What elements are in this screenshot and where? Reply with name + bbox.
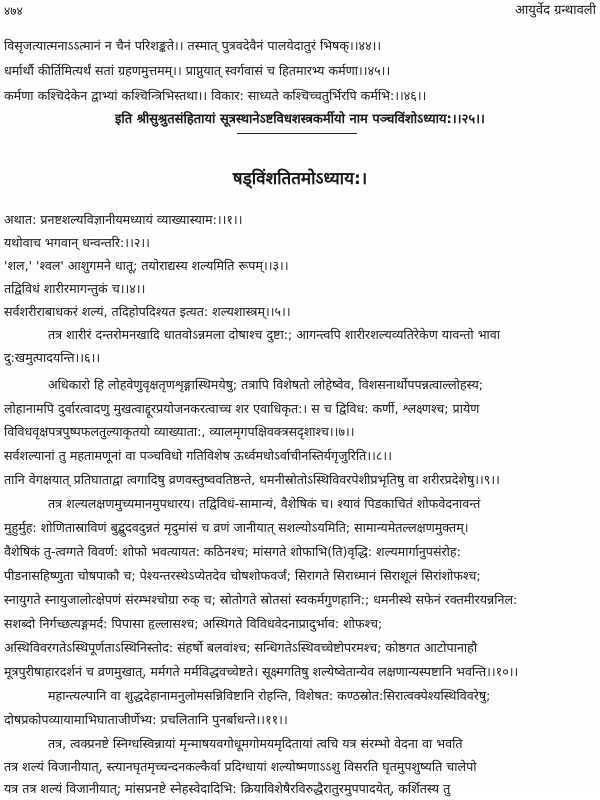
text-line: 'शल,' 'श्वल' आशुगमने धातू; तयोराद्यस्य शल्यमिति रूपम्।।३।। <box>4 258 289 273</box>
verse-line: धर्मार्थौ कीर्तिमित्यर्थं सतां ग्रहणमुत्तमम्।। प्राप्नुयात् स्वर्गवासं च हितमारभ्य कर्मणा।।४५।। <box>4 63 391 78</box>
paragraph-first-line: तत्र शल्यलक्षणमुच्यमानमुपधारय। तद्विविधं-सामान्यं, वैशेषिकं च। श्यावं पिडकाचितं शोफवेदनावन्तं <box>48 496 481 511</box>
paragraph-first-line: अधिकारो हि लोहवेणुवृक्षतृणशृङ्गास्थिमयेषु; तत्रापि विशेषतो लोहेष्वेव, विशसनार्थोपपन्नत्वाल्लोहस्य; <box>48 377 484 392</box>
page-number: ४७४ <box>4 4 23 18</box>
text-line: तत्र शल्यं विजानीयात्, स्त्यानघृतमृच्चन्दनकल्कैर्वा प्रदिग्धायां शल्योष्मणाऽऽशु विसरति घृतमुपशुष्यति चालेपो <box>4 759 477 774</box>
running-head <box>4 2 596 20</box>
text-line: सर्वशरीराबाधकरं शल्यं, तदिहोपदिश्यत इत्यत: शल्यशास्त्रम्।।५।। <box>4 304 291 319</box>
text-line: स्नायुगते स्नायुजालोत्क्षेपणं संरम्भश्चोग्रा रुक् च; स्रोतोगते स्रोतसां स्वकर्मगुणहानि:; धमनीस्थे सफेनं रक्तमीरयन्ननिल: <box>4 592 518 607</box>
text-line: विविधवृक्षपत्रपुष्पफलतुल्याकृतयो व्याख्याता:, व्यालमृगपक्षिवक्त्रसदृशाश्च।।७।। <box>4 424 355 439</box>
text-line: सशब्दो निर्गच्छत्यङ्गमर्द: पिपासा हृल्लासश्च; अस्थिगते विविधवेदनाप्रादुर्भाव: शोफश्च; <box>4 616 383 631</box>
text-line: दोषप्रकोपव्यायामाभिघाताजीर्णेभ्य: प्रचलितानि पुनर्बाधन्ते।।११।। <box>4 712 288 727</box>
section-divider <box>237 133 357 134</box>
text-line: अथात: प्रनष्टशल्यविज्ञानीयमध्यायं व्याख्यास्याम:।।१।। <box>4 212 243 227</box>
text-line: वैशेषिकं तु-त्वग्गते विवर्ण: शोफो भवत्यायत: कठिनश्च; मांसगते शोफाभि(ति)वृद्धि: शल्यमार्गानुपसंरोह: <box>4 544 461 559</box>
paragraph-first-line: महान्त्यल्पानि वा शुद्धदेहानामनुलोमसन्निविष्टानि रोहन्ति, विशेषत: कण्ठस्रोत:सिरात्वक्पेश्यस्थिविवरेषु; <box>48 688 491 703</box>
chapter-colophon: इति श्रीसुश्रुतसंहितायां सूत्रस्थानेऽष्टविधशस्त्रकर्मीयो नाम पञ्चविंशोऽध्याय:।।२५।। <box>115 112 485 127</box>
text-line: पीडनासहिष्णुता चोषपाकौ च; पेश्यन्तरस्थेऽप्येतदेव चोषशोफवर्जं; सिरागते सिराध्मानं सिराशूलं सिरांशोफश्च; <box>4 568 481 583</box>
text-line: दु:खमुत्पादयन्ति।।६।। <box>4 350 101 365</box>
text-line: तद्विविधं शारीरमागन्तुकं च।।४।। <box>4 281 146 296</box>
text-line: मुहुर्मुह: शोणितास्राविणं बुद्बुदवदुन्नतं मृदुमांसं च व्रणं जानीयात् सशल्योऽयमिति; सामान्यमेतल्लक्षणमुक्तम्। <box>4 520 469 535</box>
book-title: आयुर्वेद ग्रन्थावली <box>515 3 596 18</box>
text-line: तानि वेगक्षयात् प्रतिघाताद्वा त्वगादिषु व्रणवस्तुष्ववतिष्ठन्ते, धमनीस्रोतोऽस्थिविवरपेशीप्रभृतिषु वा शरीरप्रदेशेषु।।९।। <box>4 472 500 487</box>
text-line: सर्वशल्यानां तु महतामणूनां वा पञ्चविधो गतिविशेष ऊर्ध्वमधोऽर्वाचीनस्तिर्यगृजुरिति।।८।। <box>4 448 392 463</box>
text-line: यथोवाच भगवान् धन्वन्तरि:।।२।। <box>4 235 150 250</box>
verse-line: कर्मणा कश्चिदेकेन द्वाभ्यां कश्चिन्त्रिभिस्तथा।। विकार: साध्यते कश्चिच्चतुर्भिरपि कर्मभि:।।४६।। <box>4 88 427 103</box>
verse-line: विसृजत्यात्मनाऽऽत्मानं न चैनं परिशङ्कते।। तस्मात् पुत्रवदेवैनं पालयेदातुरं भिषक्।।४४।। <box>4 38 382 53</box>
text-line: मूत्रपुरीषाहारदर्शनं च व्रणमुखात्, मर्मगते मर्मविद्धवच्चेष्टते। सूक्ष्मगतिषु शल्येष्वेतान्येव लक्षणान्यस्पष्टानि भवन्ति।।१०।। <box>4 664 519 679</box>
paragraph-first-line: तत्र, त्वक्प्रनष्टे स्निग्धस्विन्नायां मृन्माषयवगोधूमगोमयमृदितायां त्वचि यत्र संरम्भो वेदना वा भवति <box>48 736 463 751</box>
paragraph-first-line: तत्र शारीरं दन्तरोमनखादि धातवोऽन्नमला दोषाश्च दुष्टा:; आगन्त्वपि शारीरशल्यव्यतिरेकेण यावन्तो भावा <box>48 327 501 342</box>
text-line: यत्र तत्र शल्यं विजानीयात्; मांसप्रनष्टे स्नेहस्वेदादिभि: क्रियाविशेषैरविरुद्धैरातुरमुपपादयेत्, कर्शितस्य तु <box>4 781 451 796</box>
chapter-heading: षड्विंशतितमोऽध्याय:। <box>232 169 368 189</box>
text-line: लोहानामपि दुर्वारत्वादणु मुखत्वाद्दूरप्रयोजनकरत्वाच्च शर एवाधिकृत:। स च द्विविध: कर्णी, श्लक्ष्णश्च; प्रायेण <box>4 401 480 416</box>
text-line: अस्थिविवरगतेऽस्थिपूर्णताऽस्थिनिस्तोद: संहर्षो बलवांश्च; सन्धिगतेऽस्थिवच्चेष्टोपरमश्च; कोष्ठगत आटोपानाहौ <box>4 640 478 655</box>
